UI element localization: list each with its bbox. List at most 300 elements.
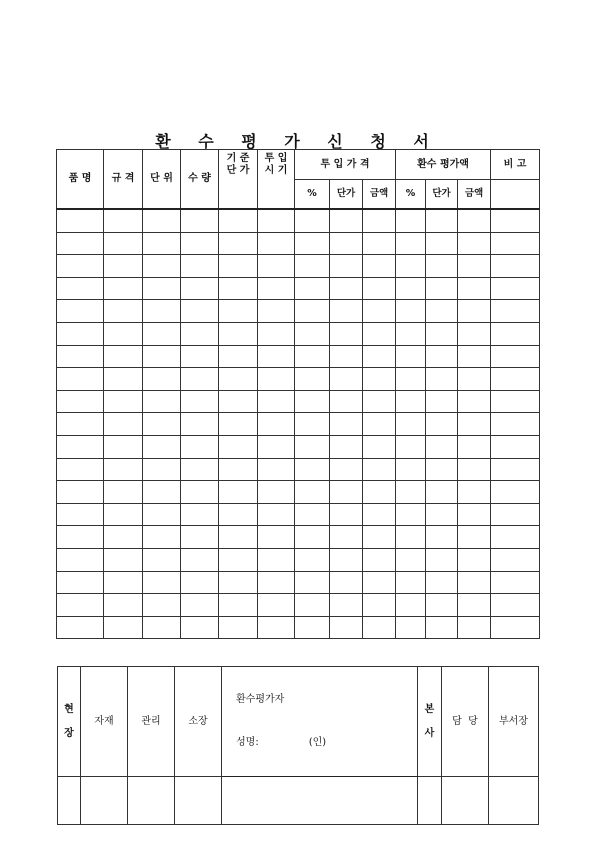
form-title: 환 수 평 가 신 청 서 — [155, 132, 440, 151]
table-cell[interactable] — [143, 255, 181, 278]
table-cell[interactable] — [491, 413, 540, 436]
table-cell[interactable] — [363, 232, 396, 255]
table-cell[interactable] — [181, 209, 219, 232]
table-cell[interactable] — [491, 345, 540, 368]
table-cell[interactable] — [426, 322, 458, 345]
table-cell[interactable] — [143, 435, 181, 458]
table-cell[interactable] — [396, 526, 426, 549]
signature-cell[interactable] — [489, 777, 539, 825]
table-cell[interactable] — [396, 322, 426, 345]
table-cell[interactable] — [258, 481, 295, 504]
table-cell[interactable] — [57, 255, 104, 278]
table-cell[interactable] — [458, 481, 491, 504]
table-cell[interactable] — [330, 458, 363, 481]
table-cell[interactable] — [181, 458, 219, 481]
table-cell[interactable] — [396, 255, 426, 278]
table-row — [57, 458, 540, 481]
dept-head-label: 부서장 — [489, 667, 539, 777]
table-cell[interactable] — [426, 571, 458, 594]
table-cell[interactable] — [295, 232, 330, 255]
table-cell[interactable] — [458, 277, 491, 300]
table-cell[interactable] — [295, 548, 330, 571]
table-cell[interactable] — [219, 458, 258, 481]
table-cell[interactable] — [181, 368, 219, 391]
table-cell[interactable] — [181, 548, 219, 571]
table-cell[interactable] — [219, 548, 258, 571]
table-cell[interactable] — [458, 616, 491, 639]
table-cell[interactable] — [396, 345, 426, 368]
table-cell[interactable] — [104, 571, 143, 594]
table-cell[interactable] — [458, 548, 491, 571]
table-cell[interactable] — [219, 481, 258, 504]
table-cell[interactable] — [396, 277, 426, 300]
table-cell[interactable] — [426, 413, 458, 436]
table-cell[interactable] — [219, 616, 258, 639]
table-cell[interactable] — [458, 503, 491, 526]
table-cell[interactable] — [258, 503, 295, 526]
table-cell[interactable] — [458, 413, 491, 436]
table-cell[interactable] — [219, 526, 258, 549]
signature-cell[interactable] — [418, 777, 442, 825]
table-cell[interactable] — [491, 503, 540, 526]
table-row — [57, 594, 540, 617]
table-cell[interactable] — [57, 481, 104, 504]
table-cell[interactable] — [295, 209, 330, 232]
table-cell[interactable] — [258, 616, 295, 639]
table-cell[interactable] — [104, 255, 143, 278]
table-cell[interactable] — [363, 458, 396, 481]
subheader-rec-pct: % — [396, 180, 426, 210]
table-cell[interactable] — [143, 594, 181, 617]
table-cell[interactable] — [330, 413, 363, 436]
table-cell[interactable] — [104, 345, 143, 368]
table-cell[interactable] — [143, 616, 181, 639]
table-cell[interactable] — [426, 300, 458, 323]
table-cell[interactable] — [219, 368, 258, 391]
table-cell[interactable] — [396, 571, 426, 594]
table-cell[interactable] — [219, 232, 258, 255]
table-cell[interactable] — [330, 345, 363, 368]
table-cell[interactable] — [458, 594, 491, 617]
table-cell[interactable] — [219, 571, 258, 594]
subheader-input-amount: 금액 — [363, 180, 396, 210]
table-cell[interactable] — [330, 390, 363, 413]
header-input-time: 투 입 시 기 — [258, 150, 295, 210]
table-cell[interactable] — [181, 481, 219, 504]
table-cell[interactable] — [396, 300, 426, 323]
table-cell[interactable] — [426, 435, 458, 458]
table-cell[interactable] — [219, 413, 258, 436]
evaluator-cell — [222, 667, 418, 777]
table-cell[interactable] — [258, 571, 295, 594]
table-cell[interactable] — [57, 616, 104, 639]
table-cell[interactable] — [57, 435, 104, 458]
table-cell[interactable] — [258, 300, 295, 323]
table-cell[interactable] — [104, 322, 143, 345]
table-cell[interactable] — [104, 526, 143, 549]
table-cell[interactable] — [330, 503, 363, 526]
table-cell[interactable] — [396, 481, 426, 504]
table-cell[interactable] — [491, 255, 540, 278]
table-cell[interactable] — [181, 390, 219, 413]
table-cell[interactable] — [219, 390, 258, 413]
table-cell[interactable] — [258, 390, 295, 413]
signature-cell[interactable] — [81, 777, 128, 825]
table-cell[interactable] — [363, 300, 396, 323]
table-cell[interactable] — [181, 255, 219, 278]
subheader-input-unit-price: 단가 — [330, 180, 363, 210]
table-cell[interactable] — [295, 255, 330, 278]
table-cell[interactable] — [57, 458, 104, 481]
table-cell[interactable] — [330, 232, 363, 255]
table-cell[interactable] — [258, 322, 295, 345]
table-cell[interactable] — [330, 435, 363, 458]
table-cell[interactable] — [363, 390, 396, 413]
table-cell[interactable] — [143, 368, 181, 391]
table-cell[interactable] — [396, 232, 426, 255]
table-cell[interactable] — [143, 209, 181, 232]
table-cell[interactable] — [295, 345, 330, 368]
evaluator-label: 환수평가자 — [236, 694, 285, 705]
table-cell[interactable] — [104, 390, 143, 413]
table-cell[interactable] — [396, 435, 426, 458]
table-cell[interactable] — [363, 548, 396, 571]
table-cell[interactable] — [57, 277, 104, 300]
table-cell[interactable] — [258, 232, 295, 255]
table-row — [57, 300, 540, 323]
table-cell[interactable] — [258, 277, 295, 300]
site-label: 현 장 — [58, 667, 81, 777]
table-row — [57, 368, 540, 391]
header-unit: 단 위 — [143, 150, 181, 210]
table-cell[interactable] — [181, 435, 219, 458]
table-cell[interactable] — [57, 503, 104, 526]
table-cell[interactable] — [104, 594, 143, 617]
table-cell[interactable] — [363, 255, 396, 278]
table-cell[interactable] — [426, 368, 458, 391]
header-remarks: 비 고 — [491, 150, 540, 180]
table-cell[interactable] — [363, 277, 396, 300]
table-cell[interactable] — [181, 571, 219, 594]
table-row — [57, 209, 540, 232]
table-cell[interactable] — [57, 232, 104, 255]
table-cell[interactable] — [258, 594, 295, 617]
table-cell[interactable] — [363, 413, 396, 436]
table-cell[interactable] — [57, 548, 104, 571]
table-cell[interactable] — [104, 277, 143, 300]
table-cell[interactable] — [491, 368, 540, 391]
signature-cell[interactable] — [442, 777, 489, 825]
table-cell[interactable] — [57, 526, 104, 549]
table-cell[interactable] — [396, 209, 426, 232]
table-cell[interactable] — [491, 232, 540, 255]
table-cell[interactable] — [181, 300, 219, 323]
table-cell[interactable] — [458, 322, 491, 345]
table-cell[interactable] — [396, 413, 426, 436]
table-row — [57, 503, 540, 526]
table-cell[interactable] — [104, 209, 143, 232]
table-cell[interactable] — [295, 300, 330, 323]
table-cell[interactable] — [104, 413, 143, 436]
table-cell[interactable] — [57, 413, 104, 436]
table-cell[interactable] — [330, 368, 363, 391]
seal-label: (인) — [308, 737, 327, 748]
table-row — [57, 571, 540, 594]
table-cell[interactable] — [181, 503, 219, 526]
signature-cell[interactable] — [58, 777, 81, 825]
table-cell[interactable] — [57, 571, 104, 594]
table-cell[interactable] — [330, 255, 363, 278]
table-cell[interactable] — [491, 277, 540, 300]
table-cell[interactable] — [143, 458, 181, 481]
table-cell[interactable] — [181, 526, 219, 549]
table-cell[interactable] — [258, 548, 295, 571]
table-cell[interactable] — [104, 300, 143, 323]
table-cell[interactable] — [57, 322, 104, 345]
table-cell[interactable] — [181, 322, 219, 345]
table-cell[interactable] — [491, 322, 540, 345]
table-cell[interactable] — [295, 458, 330, 481]
site-manager-label: 소장 — [175, 667, 222, 777]
table-cell[interactable] — [143, 322, 181, 345]
table-cell[interactable] — [143, 526, 181, 549]
table-cell[interactable] — [219, 503, 258, 526]
subheader-rec-unit-price: 단가 — [426, 180, 458, 210]
table-cell[interactable] — [295, 322, 330, 345]
table-cell[interactable] — [330, 322, 363, 345]
table-cell[interactable] — [295, 413, 330, 436]
table-cell[interactable] — [104, 368, 143, 391]
table-cell[interactable] — [104, 458, 143, 481]
table-cell[interactable] — [363, 481, 396, 504]
table-cell[interactable] — [57, 300, 104, 323]
table-cell[interactable] — [143, 232, 181, 255]
table-cell[interactable] — [143, 390, 181, 413]
table-cell[interactable] — [330, 277, 363, 300]
head-office-label: 본 사 — [418, 667, 442, 777]
table-cell[interactable] — [363, 435, 396, 458]
header-quantity: 수 량 — [181, 150, 219, 210]
table-cell[interactable] — [143, 345, 181, 368]
table-cell[interactable] — [330, 571, 363, 594]
table-cell[interactable] — [258, 526, 295, 549]
table-cell[interactable] — [458, 345, 491, 368]
table-cell[interactable] — [330, 209, 363, 232]
table-cell[interactable] — [491, 616, 540, 639]
table-cell[interactable] — [458, 368, 491, 391]
name-label: 성명: — [236, 737, 259, 748]
header-recovery-value: 환수 평가액 — [396, 150, 491, 180]
table-cell[interactable] — [104, 232, 143, 255]
table-cell[interactable] — [426, 345, 458, 368]
table-row — [57, 345, 540, 368]
table-cell[interactable] — [426, 526, 458, 549]
table-cell[interactable] — [491, 435, 540, 458]
table-cell[interactable] — [330, 594, 363, 617]
table-cell[interactable] — [491, 481, 540, 504]
table-row — [57, 232, 540, 255]
table-cell[interactable] — [258, 255, 295, 278]
table-cell[interactable] — [57, 345, 104, 368]
table-cell[interactable] — [458, 232, 491, 255]
table-cell[interactable] — [491, 526, 540, 549]
table-cell[interactable] — [219, 345, 258, 368]
table-cell[interactable] — [181, 413, 219, 436]
signature-header-row — [58, 667, 539, 777]
table-cell[interactable] — [426, 458, 458, 481]
table-cell[interactable] — [458, 435, 491, 458]
table-cell[interactable] — [330, 616, 363, 639]
header-item-name: 품 명 — [57, 150, 104, 210]
table-cell[interactable] — [396, 458, 426, 481]
table-cell[interactable] — [295, 503, 330, 526]
table-cell[interactable] — [57, 390, 104, 413]
table-cell[interactable] — [330, 300, 363, 323]
in-charge-label: 담 당 — [442, 667, 489, 777]
table-cell[interactable] — [426, 209, 458, 232]
table-cell[interactable] — [104, 616, 143, 639]
table-cell[interactable] — [181, 616, 219, 639]
table-cell[interactable] — [143, 413, 181, 436]
table-cell[interactable] — [57, 209, 104, 232]
table-cell[interactable] — [330, 548, 363, 571]
table-row — [57, 435, 540, 458]
signature-cell[interactable] — [128, 777, 175, 825]
table-cell[interactable] — [363, 322, 396, 345]
table-cell[interactable] — [426, 255, 458, 278]
table-cell[interactable] — [426, 594, 458, 617]
table-cell[interactable] — [143, 571, 181, 594]
subheader-remarks-blank — [491, 180, 540, 210]
table-cell[interactable] — [426, 503, 458, 526]
table-cell[interactable] — [181, 232, 219, 255]
table-cell[interactable] — [458, 255, 491, 278]
table-cell[interactable] — [491, 458, 540, 481]
table-cell[interactable] — [330, 526, 363, 549]
table-cell[interactable] — [426, 390, 458, 413]
table-cell[interactable] — [491, 548, 540, 571]
table-cell[interactable] — [458, 300, 491, 323]
table-cell[interactable] — [363, 571, 396, 594]
table-cell[interactable] — [258, 368, 295, 391]
table-cell[interactable] — [258, 345, 295, 368]
table-cell[interactable] — [219, 277, 258, 300]
table-cell[interactable] — [491, 571, 540, 594]
table-cell[interactable] — [295, 616, 330, 639]
signature-cell[interactable] — [222, 777, 418, 825]
signature-cell[interactable] — [175, 777, 222, 825]
table-cell[interactable] — [396, 368, 426, 391]
table-cell[interactable] — [458, 458, 491, 481]
table-cell[interactable] — [143, 503, 181, 526]
table-cell[interactable] — [363, 594, 396, 617]
table-cell[interactable] — [491, 594, 540, 617]
table-cell[interactable] — [104, 435, 143, 458]
table-cell[interactable] — [363, 368, 396, 391]
table-cell[interactable] — [219, 435, 258, 458]
table-cell[interactable] — [458, 209, 491, 232]
table-cell[interactable] — [295, 481, 330, 504]
table-row — [57, 322, 540, 345]
table-cell[interactable] — [491, 390, 540, 413]
table-cell[interactable] — [219, 594, 258, 617]
table-cell[interactable] — [143, 277, 181, 300]
table-cell[interactable] — [491, 300, 540, 323]
subheader-input-pct: % — [295, 180, 330, 210]
table-cell[interactable] — [143, 548, 181, 571]
table-cell[interactable] — [426, 548, 458, 571]
table-cell[interactable] — [104, 548, 143, 571]
table-cell[interactable] — [219, 300, 258, 323]
table-cell[interactable] — [295, 594, 330, 617]
table-cell[interactable] — [295, 571, 330, 594]
table-cell[interactable] — [330, 481, 363, 504]
table-cell[interactable] — [219, 255, 258, 278]
table-row — [57, 481, 540, 504]
table-cell[interactable] — [491, 209, 540, 232]
table-cell[interactable] — [258, 209, 295, 232]
table-cell[interactable] — [426, 616, 458, 639]
table-cell[interactable] — [258, 413, 295, 436]
table-cell[interactable] — [104, 481, 143, 504]
table-cell[interactable] — [104, 503, 143, 526]
table-cell[interactable] — [363, 616, 396, 639]
table-cell[interactable] — [396, 390, 426, 413]
table-cell[interactable] — [295, 526, 330, 549]
subheader-rec-amount: 금액 — [458, 180, 491, 210]
table-cell[interactable] — [219, 209, 258, 232]
table-cell[interactable] — [363, 503, 396, 526]
table-cell[interactable] — [458, 526, 491, 549]
table-cell[interactable] — [143, 300, 181, 323]
header-row — [57, 150, 540, 180]
table-cell[interactable] — [426, 481, 458, 504]
table-cell[interactable] — [143, 481, 181, 504]
table-cell[interactable] — [396, 548, 426, 571]
table-row — [57, 390, 540, 413]
table-cell[interactable] — [396, 616, 426, 639]
table-cell[interactable] — [295, 277, 330, 300]
table-cell[interactable] — [181, 594, 219, 617]
table-cell[interactable] — [295, 435, 330, 458]
table-cell[interactable] — [458, 571, 491, 594]
table-cell[interactable] — [57, 368, 104, 391]
table-cell[interactable] — [295, 368, 330, 391]
header-spec: 규 격 — [104, 150, 143, 210]
table-cell[interactable] — [363, 209, 396, 232]
table-cell[interactable] — [57, 594, 104, 617]
signature-table — [57, 666, 539, 825]
table-cell[interactable] — [396, 503, 426, 526]
table-row — [57, 526, 540, 549]
table-cell[interactable] — [396, 594, 426, 617]
table-cell[interactable] — [258, 458, 295, 481]
header-std-price: 기 준 단 가 — [219, 150, 258, 210]
table-row — [57, 616, 540, 639]
table-cell[interactable] — [181, 277, 219, 300]
table-cell[interactable] — [258, 435, 295, 458]
table-cell[interactable] — [426, 277, 458, 300]
table-cell[interactable] — [295, 390, 330, 413]
table-cell[interactable] — [426, 232, 458, 255]
table-cell[interactable] — [219, 322, 258, 345]
header-input-price: 투 입 가 격 — [295, 150, 396, 180]
table-cell[interactable] — [458, 390, 491, 413]
table-cell[interactable] — [181, 345, 219, 368]
materials-label: 자재 — [81, 667, 128, 777]
table-cell[interactable] — [363, 345, 396, 368]
table-cell[interactable] — [363, 526, 396, 549]
